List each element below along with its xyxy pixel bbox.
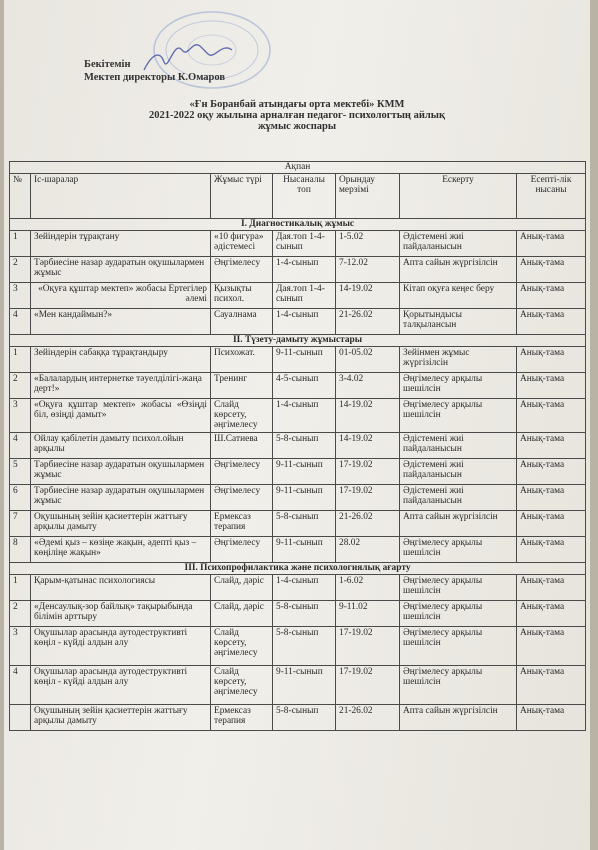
report-cell: Анық-тама [517, 665, 586, 704]
deadline-cell: 17-19.02 [336, 665, 400, 704]
header-type: Жұмыс түрі [211, 174, 273, 219]
table-row [10, 373, 586, 399]
table-row [10, 399, 586, 433]
deadline-cell: 14-19.02 [336, 283, 400, 309]
activity-cell: Тәрбиесіне назар аударатын оқушылармен жұмыс [31, 484, 211, 510]
note-cell: Зейінмен жұмыс жүргізілсін [400, 347, 517, 373]
activity-cell: «Әдемі қыз – көзіңе жақын, әдепті қыз – көңіліңе жақын» [31, 536, 211, 562]
target-group-cell: 5-8-сынып [273, 510, 336, 536]
header-target: Нысаналы топ [273, 174, 336, 219]
target-group-cell: 5-8-сынып [273, 704, 336, 730]
table-row [10, 458, 586, 484]
section-title: III. Психопрофилактика және психологиялық ағарту [10, 562, 586, 574]
director-name: Мектеп директоры К.Омаров [84, 72, 226, 83]
report-cell: Анық-тама [517, 257, 586, 283]
target-group-cell: 1-4-сынып [273, 574, 336, 600]
header-num: № [10, 174, 31, 219]
activity-cell: Ойлау қабілетін дамыту психол.ойын арқылы [31, 432, 211, 458]
approval-label: Бекітемін [84, 59, 131, 70]
note-cell: Әңгімелесу арқылы шешілсін [400, 399, 517, 433]
target-group-cell: 5-8-сынып [273, 600, 336, 626]
work-type-cell: Әңгімелесу [211, 536, 273, 562]
note-cell: Әңгімелесу арқылы шешілсін [400, 626, 517, 665]
work-type-cell: Қызықты психол. [211, 283, 273, 309]
activity-cell: Зейіндерін тұрақтану [31, 231, 211, 257]
table-row [10, 665, 586, 704]
row-number: 2 [10, 257, 31, 283]
note-cell: Апта сайын жүргізілсін [400, 257, 517, 283]
target-group-cell: 1-4-сынып [273, 399, 336, 433]
target-group-cell: 4-5-сынып [273, 373, 336, 399]
table-row [10, 510, 586, 536]
deadline-cell: 3-4.02 [336, 373, 400, 399]
table-row [10, 309, 586, 335]
work-plan-table [9, 161, 586, 731]
deadline-cell: 9-11.02 [336, 600, 400, 626]
row-number: 3 [10, 626, 31, 665]
table-row [10, 600, 586, 626]
header-report: Есепті-лік нысаны [517, 174, 586, 219]
note-cell: Апта сайын жүргізілсін [400, 704, 517, 730]
report-cell: Анық-тама [517, 484, 586, 510]
work-type-cell: Ермексаз терапия [211, 510, 273, 536]
deadline-cell: 7-12.02 [336, 257, 400, 283]
row-number: 7 [10, 510, 31, 536]
target-group-cell: 9-11-сынып [273, 536, 336, 562]
report-cell: Анық-тама [517, 626, 586, 665]
deadline-cell: 21-26.02 [336, 510, 400, 536]
work-type-cell: Слайд көрсету, әңгімелесу [211, 399, 273, 433]
note-cell: Әңгімелесу арқылы шешілсін [400, 536, 517, 562]
report-cell: Анық-тама [517, 347, 586, 373]
month-row [10, 162, 586, 174]
table-row [10, 347, 586, 373]
target-group-cell: 9-11-сынып [273, 484, 336, 510]
report-cell: Анық-тама [517, 510, 586, 536]
deadline-cell: 28.02 [336, 536, 400, 562]
header-deadline: Орындау мерзімі [336, 174, 400, 219]
row-number: 8 [10, 536, 31, 562]
table-row [10, 257, 586, 283]
deadline-cell: 1-6.02 [336, 574, 400, 600]
report-cell: Анық-тама [517, 704, 586, 730]
work-type-cell: Сауалнама [211, 309, 273, 335]
activity-cell: «Денсаулық-зор байлық» тақырыбында білімін арттыру [31, 600, 211, 626]
activity-cell: Тәрбиесіне назар аударатын оқушылармен жұмыс [31, 458, 211, 484]
note-cell: Әңгімелесу арқылы шешілсін [400, 373, 517, 399]
work-type-cell: Ш.Сатиева [211, 432, 273, 458]
header-note: Ескерту [400, 174, 517, 219]
section-title: II. Түзету-дамыту жұмыстары [10, 335, 586, 347]
target-group-cell: 9-11-сынып [273, 458, 336, 484]
activity-cell: Зейіндерін сабаққа тұрақтандыру [31, 347, 211, 373]
target-group-cell: 9-11-сынып [273, 665, 336, 704]
row-number: 1 [10, 574, 31, 600]
work-type-cell: Слайд, дәріс [211, 600, 273, 626]
row-number: 3 [10, 399, 31, 433]
report-cell: Анық-тама [517, 600, 586, 626]
table-row [10, 283, 586, 309]
section-header-row [10, 335, 586, 347]
row-number: 2 [10, 373, 31, 399]
target-group-cell: 9-11-сынып [273, 347, 336, 373]
work-type-cell: «10 фигура» әдістемесі [211, 231, 273, 257]
target-group-cell: 5-8-сынып [273, 626, 336, 665]
deadline-cell: 17-19.02 [336, 458, 400, 484]
section-title: I. Диагностикалық жұмыс [10, 219, 586, 231]
activity-cell: «Оқуға құштар мектеп» жобасы «Өзіңді біл, өзіңді дамыт» [31, 399, 211, 433]
deadline-cell: 17-19.02 [336, 626, 400, 665]
report-cell: Анық-тама [517, 373, 586, 399]
row-number: 1 [10, 347, 31, 373]
row-number: 2 [10, 600, 31, 626]
deadline-cell: 21-26.02 [336, 704, 400, 730]
table-row [10, 231, 586, 257]
note-cell: Әдістемені жиі пайдаланысын [400, 432, 517, 458]
document-title [4, 99, 590, 132]
document-page [4, 0, 590, 850]
table-row [10, 536, 586, 562]
table-header-row [10, 174, 586, 219]
deadline-cell: 14-19.02 [336, 399, 400, 433]
table-body [10, 162, 586, 731]
activity-cell: Оқушының зейін қасиеттерін жаттығу арқылы дамыту [31, 704, 211, 730]
month-label: Ақпан [10, 162, 586, 174]
work-type-cell: Әңгімелесу [211, 484, 273, 510]
work-type-cell: Слайд, дәріс [211, 574, 273, 600]
report-cell: Анық-тама [517, 458, 586, 484]
header-activity: Іс-шаралар [31, 174, 211, 219]
activity-cell: «Балалардың интернетке тәуелділігі-жаңа дерт!» [31, 373, 211, 399]
report-cell: Анық-тама [517, 231, 586, 257]
report-cell: Анық-тама [517, 536, 586, 562]
row-number: 4 [10, 665, 31, 704]
activity-cell: Оқушылар арасында аутодеструктивті көңіл - күйді алдын алу [31, 665, 211, 704]
plan-subtitle: жұмыс жоспары [257, 121, 337, 132]
target-group-cell: Дая.топ 1-4-сынып [273, 283, 336, 309]
work-type-cell: Слайд көрсету, әңгімелесу [211, 665, 273, 704]
row-number: 1 [10, 231, 31, 257]
table-row [10, 432, 586, 458]
work-type-cell: Слайд көрсету, әңгімелесу [211, 626, 273, 665]
table-row [10, 574, 586, 600]
note-cell: Әдістемені жиі пайдаланысын [400, 231, 517, 257]
activity-cell: Оқушылар арасында аутодеструктивті көңіл - күйді алдын алу [31, 626, 211, 665]
work-type-cell: Тренинг [211, 373, 273, 399]
note-cell: Кітап оқуға кеңес беру [400, 283, 517, 309]
note-cell: Әңгімелесу арқылы шешілсін [400, 574, 517, 600]
row-number [10, 704, 31, 730]
target-group-cell: 1-4-сынып [273, 309, 336, 335]
work-type-cell: Әңгімелесу [211, 257, 273, 283]
deadline-cell: 1-5.02 [336, 231, 400, 257]
section-header-row [10, 219, 586, 231]
target-group-cell: 5-8-сынып [273, 432, 336, 458]
deadline-cell: 21-26.02 [336, 309, 400, 335]
activity-cell: Тәрбиесіне назар аударатын оқушылармен жұмыс [31, 257, 211, 283]
note-cell: Әңгімелесу арқылы шешілсін [400, 665, 517, 704]
note-cell: Әңгімелесу арқылы шешілсін [400, 600, 517, 626]
report-cell: Анық-тама [517, 399, 586, 433]
report-cell: Анық-тама [517, 432, 586, 458]
target-group-cell: 1-4-сынып [273, 257, 336, 283]
section-header-row [10, 562, 586, 574]
activity-cell: «Мен кандаймын?» [31, 309, 211, 335]
note-cell: Әдістемені жиі пайдаланысын [400, 484, 517, 510]
deadline-cell: 01-05.02 [336, 347, 400, 373]
deadline-cell: 17-19.02 [336, 484, 400, 510]
row-number: 5 [10, 458, 31, 484]
note-cell: Қорытындысы талқылансын [400, 309, 517, 335]
row-number: 4 [10, 309, 31, 335]
plan-title: 2021-2022 оқу жылына арналған педагог- психологтың айлық [148, 110, 446, 121]
table-row [10, 484, 586, 510]
target-group-cell: Дая.топ 1-4-сынып [273, 231, 336, 257]
row-number: 4 [10, 432, 31, 458]
activity-cell: Оқушының зейін қасиеттерін жаттығу арқылы дамыту [31, 510, 211, 536]
work-type-cell: Әңгімелесу [211, 458, 273, 484]
row-number: 3 [10, 283, 31, 309]
row-number: 6 [10, 484, 31, 510]
report-cell: Анық-тама [517, 574, 586, 600]
note-cell: Әдістемені жиі пайдаланысын [400, 458, 517, 484]
note-cell: Апта сайын жүргізілсін [400, 510, 517, 536]
deadline-cell: 14-19.02 [336, 432, 400, 458]
work-type-cell: Ермексаз терапия [211, 704, 273, 730]
report-cell: Анық-тама [517, 283, 586, 309]
work-type-cell: Психожат. [211, 347, 273, 373]
table-row [10, 626, 586, 665]
school-name: «Ғн Боранбай атындағы орта мектебі» КММ [189, 99, 405, 110]
approval-block [84, 58, 225, 84]
table-row [10, 704, 586, 730]
report-cell: Анық-тама [517, 309, 586, 335]
activity-cell: «Оқуға құштар мектеп» жобасы Ертегілер әлемі [31, 283, 211, 309]
activity-cell: Қарым-қатынас психологиясы [31, 574, 211, 600]
